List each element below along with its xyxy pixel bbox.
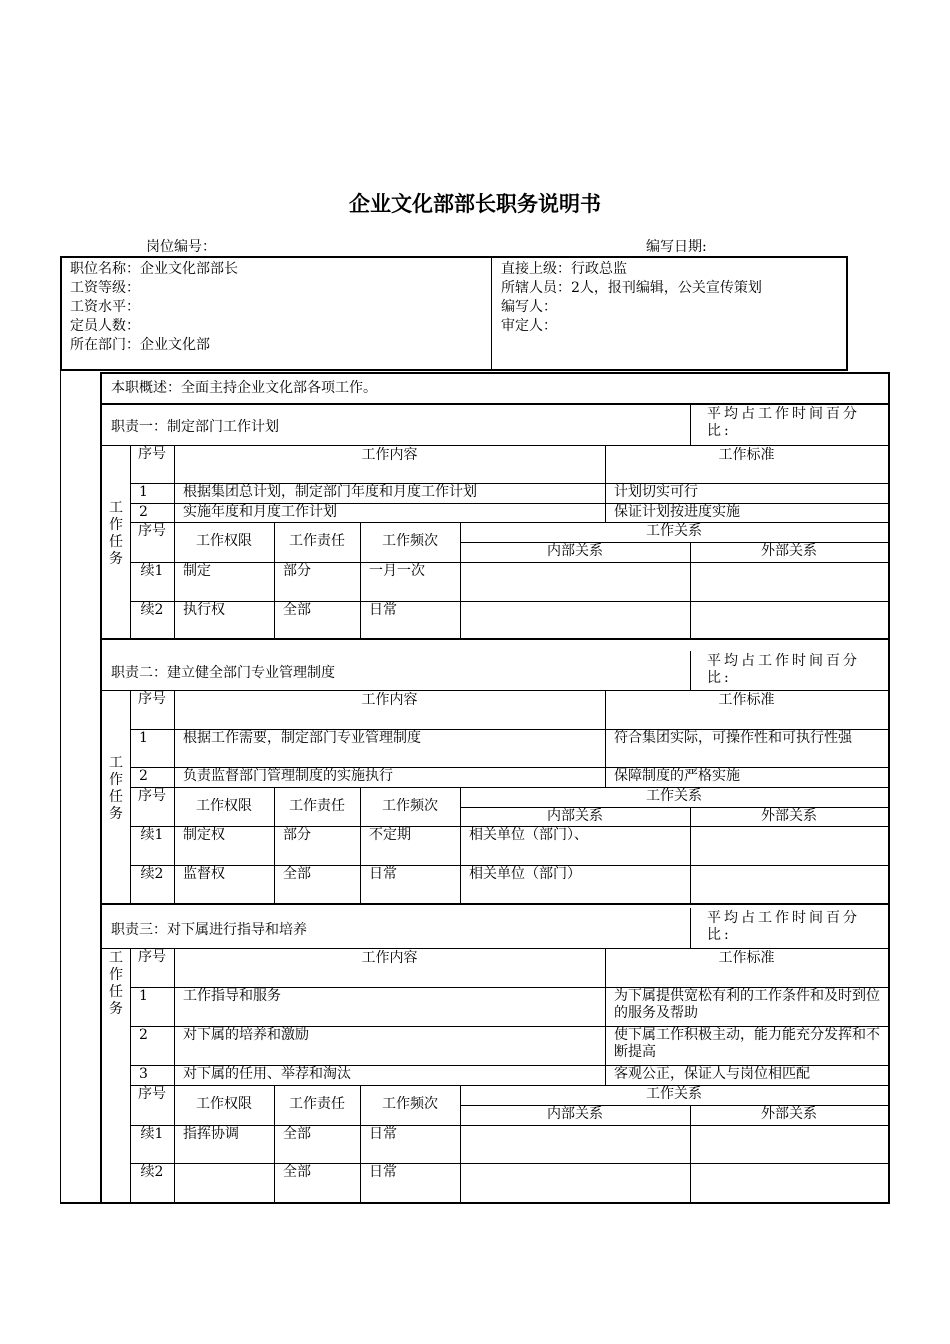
task-standard: 计划切实可行 — [614, 484, 698, 500]
row-authority: 制定 — [183, 563, 211, 579]
duty-title: 职责一：制定部门工作计划 — [111, 419, 279, 435]
external-header: 外部关系 — [761, 808, 817, 824]
duty-header — [102, 651, 888, 691]
standard-header: 工作标准 — [718, 692, 775, 708]
task-label-char: 务 — [109, 806, 123, 822]
task-number: 1 — [139, 484, 148, 500]
task-label-char: 务 — [109, 1001, 123, 1017]
task-content: 负责监督部门管理制度的实施执行 — [183, 768, 393, 784]
row-external — [690, 601, 888, 602]
row-external — [690, 826, 888, 827]
row-number: 续1 — [140, 1126, 164, 1142]
relations-header: 工作关系 — [646, 1086, 702, 1102]
content-header: 工作内容 — [361, 447, 418, 463]
row-frequency: 日常 — [369, 602, 397, 618]
relations-header: 工作关系 — [646, 788, 702, 804]
task-content: 根据集团总计划，制定部门年度和月度工作计划 — [183, 484, 477, 500]
external-header: 外部关系 — [761, 1106, 817, 1122]
row-internal: 相关单位（部门） — [469, 866, 581, 882]
row-number: 续2 — [140, 866, 164, 882]
compile-date-label: 编写日期: — [646, 239, 707, 255]
headcount: 定员人数： — [70, 318, 140, 334]
seq-header: 序号 — [138, 523, 166, 539]
row-frequency: 不定期 — [369, 827, 411, 843]
row-internal — [460, 1125, 690, 1126]
salary-level: 工资水平： — [70, 299, 140, 315]
relations-header: 工作关系 — [646, 523, 702, 539]
frequency-header: 工作频次 — [382, 797, 438, 814]
task-label-char: 工 — [109, 500, 123, 516]
salary-grade: 工资等级： — [70, 280, 140, 296]
task-number: 2 — [139, 1027, 148, 1043]
standard-header: 工作标准 — [718, 447, 775, 463]
responsibility-header: 工作责任 — [289, 1096, 345, 1112]
task-vertical-label — [102, 755, 130, 823]
task-label-char: 工 — [109, 950, 123, 966]
authority-header: 工作权限 — [196, 533, 252, 549]
duty-header — [102, 908, 888, 949]
row-responsibility: 部分 — [283, 827, 311, 843]
row-frequency: 一月一次 — [369, 563, 425, 579]
row-external — [690, 865, 888, 866]
duty-title: 职责三：对下属进行指导和培养 — [111, 922, 307, 938]
task-standard: 保障制度的严格实施 — [614, 768, 740, 784]
task-number: 1 — [139, 988, 148, 1004]
task-standard: 客观公正，保证人与岗位相匹配 — [614, 1066, 810, 1082]
page-title: 企业文化部部长职务说明书 — [349, 192, 601, 216]
row-authority — [174, 1163, 274, 1164]
task-standard: 符合集团实际，可操作性和可执行性强 — [614, 730, 852, 746]
row-number: 续2 — [140, 602, 164, 618]
row-responsibility: 全部 — [283, 1126, 311, 1142]
task-number: 2 — [139, 768, 148, 784]
task-vertical-label — [102, 500, 130, 568]
row-external — [690, 1125, 888, 1126]
task-standard: 保证计划按进度实施 — [614, 504, 740, 520]
row-number: 续1 — [140, 563, 164, 579]
task-label-char: 任 — [109, 534, 123, 550]
task-number: 2 — [139, 504, 148, 520]
task-standard: 为下属提供宽松有利的工作条件和及时到位的服务及帮助 — [614, 988, 880, 1021]
department: 所在部门：企业文化部 — [70, 337, 210, 353]
row-authority: 指挥协调 — [183, 1126, 239, 1142]
external-header: 外部关系 — [761, 543, 817, 559]
duty-section — [102, 651, 888, 904]
task-number: 1 — [139, 730, 148, 746]
job-overview: 本职概述：全面主持企业文化部各项工作。 — [102, 374, 888, 405]
task-label-char: 作 — [109, 517, 123, 533]
row-responsibility: 全部 — [283, 866, 311, 882]
task-content: 实施年度和月度工作计划 — [183, 504, 337, 520]
content-header: 工作内容 — [361, 692, 418, 708]
row-frequency: 日常 — [369, 1164, 397, 1180]
duty-table — [100, 372, 890, 1204]
authority-header: 工作权限 — [196, 1096, 252, 1112]
task-content: 对下属的培养和激励 — [183, 1027, 309, 1043]
info-right — [501, 260, 762, 336]
row-responsibility: 全部 — [283, 1164, 311, 1180]
info-left — [70, 260, 238, 355]
task-label-char: 任 — [109, 789, 123, 805]
row-external — [690, 562, 888, 563]
row-number: 续1 — [140, 827, 164, 843]
row-frequency: 日常 — [369, 1126, 397, 1142]
internal-header: 内部关系 — [547, 1106, 603, 1122]
seq-header: 序号 — [138, 446, 166, 462]
responsibility-header: 工作责任 — [289, 797, 345, 814]
duty-header — [102, 404, 888, 446]
duty-section — [102, 908, 888, 1202]
time-percentage-label: 平均占工作时间百分比: — [690, 651, 888, 690]
seq-header: 序号 — [138, 788, 166, 804]
frequency-header: 工作频次 — [382, 1096, 438, 1112]
position-name: 职位名称：企业文化部部长 — [70, 261, 238, 277]
seq-header: 序号 — [138, 949, 166, 965]
task-standard: 使下属工作积极主动，能力能充分发挥和不断提高 — [614, 1027, 880, 1060]
row-internal — [460, 562, 690, 563]
internal-header: 内部关系 — [547, 808, 603, 824]
basic-info-box — [60, 256, 848, 371]
duty-section — [102, 404, 888, 639]
internal-header: 内部关系 — [547, 543, 603, 559]
row-authority: 监督权 — [183, 866, 225, 882]
task-label-char: 作 — [109, 772, 123, 788]
duty-title: 职责二：建立健全部门专业管理制度 — [111, 665, 335, 681]
task-label-char: 任 — [109, 984, 123, 1000]
row-internal — [460, 1163, 690, 1164]
responsibility-header: 工作责任 — [289, 533, 345, 549]
seq-header: 序号 — [138, 691, 166, 707]
authority-header: 工作权限 — [196, 797, 252, 814]
writer: 编写人： — [501, 299, 557, 315]
task-vertical-label — [102, 950, 130, 1018]
time-percentage-label: 平均占工作时间百分比: — [690, 404, 888, 445]
task-content: 对下属的任用、举荐和淘汰 — [183, 1066, 351, 1082]
row-internal — [460, 601, 690, 602]
row-external — [690, 1163, 888, 1164]
content-header: 工作内容 — [361, 950, 418, 966]
task-label-char: 工 — [109, 755, 123, 771]
task-content: 工作指导和服务 — [183, 988, 281, 1004]
row-internal: 相关单位（部门）、 — [469, 827, 588, 843]
standard-header: 工作标准 — [718, 950, 775, 966]
row-responsibility: 部分 — [283, 563, 311, 579]
seq-header: 序号 — [138, 1086, 166, 1102]
time-percentage-label: 平均占工作时间百分比: — [690, 908, 888, 948]
task-label-char: 作 — [109, 967, 123, 983]
row-frequency: 日常 — [369, 866, 397, 882]
frequency-header: 工作频次 — [382, 533, 438, 549]
row-number: 续2 — [140, 1164, 164, 1180]
post-number-label: 岗位编号： — [146, 239, 216, 255]
row-responsibility: 全部 — [283, 602, 311, 618]
row-authority: 制定权 — [183, 827, 225, 843]
subordinates: 所辖人员：2人，报刊编辑，公关宣传策划 — [501, 280, 762, 296]
approver: 审定人： — [501, 318, 557, 334]
task-number: 3 — [139, 1066, 148, 1082]
task-label-char: 务 — [109, 551, 123, 567]
direct-superior: 直接上级：行政总监 — [501, 261, 627, 277]
task-content: 根据工作需要，制定部门专业管理制度 — [183, 730, 421, 746]
row-authority: 执行权 — [183, 602, 225, 618]
